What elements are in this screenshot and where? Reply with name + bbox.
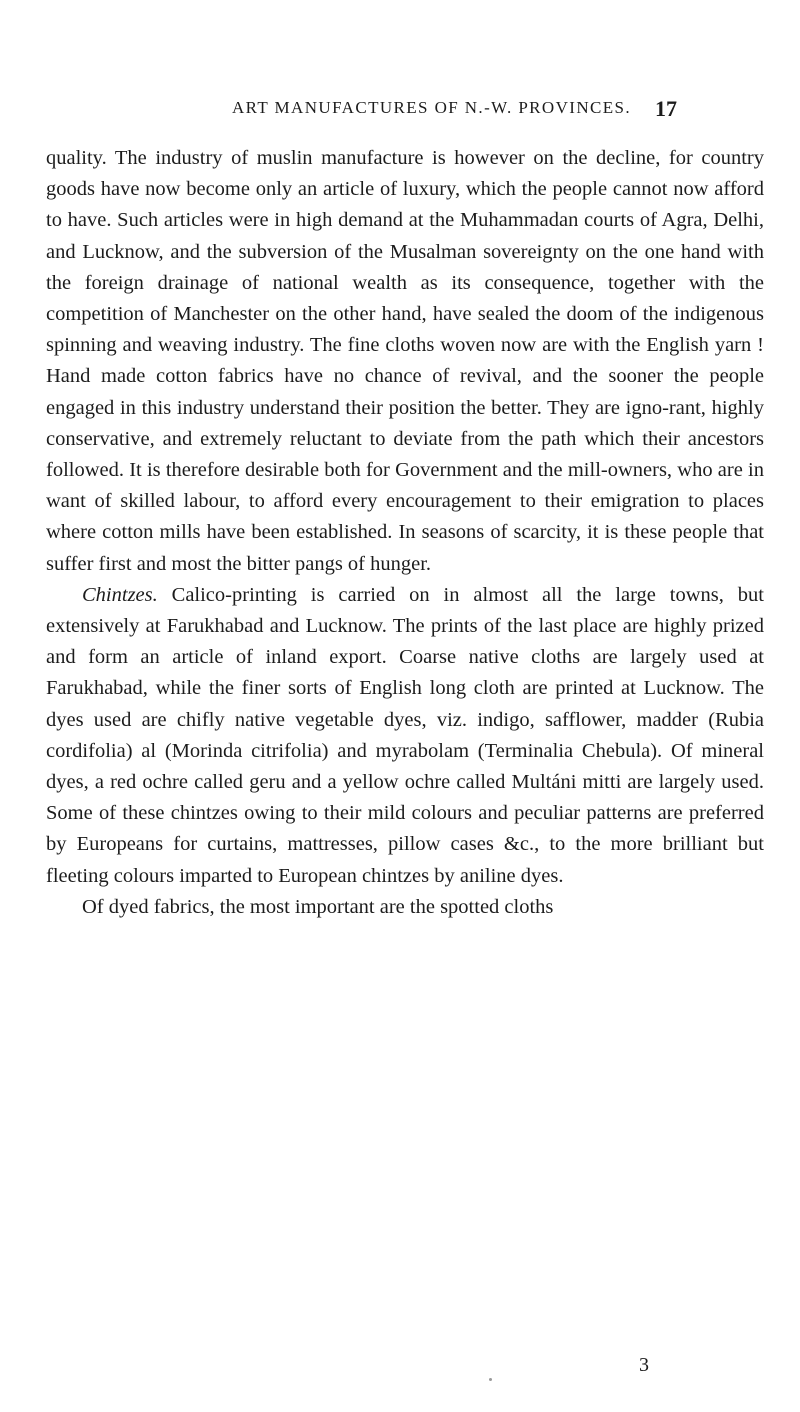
running-title: ART MANUFACTURES OF N.-W. PROVINCES. — [232, 98, 632, 117]
signature-mark — [0, 1354, 800, 1377]
paper-speck — [489, 1378, 492, 1381]
paragraph-chintzes — [46, 580, 764, 892]
paragraph-text: quality. The industry of muslin manufacture is however on the decline, for country goods have now become only an article of luxury, which the people cannot now afford to have. Such articles were in high demand at the Muhammadan courts of Agra, Delhi, and Lucknow, and the subversion of the Musalman sovereignty on the one hand with the foreign drainage of national wealth as its consequence, together with the competition of Manchester on the other hand, have sealed the doom of the indigenous spinning and weaving industry. The fine cloths woven now are with the English yarn ! Hand made cotton fabrics have no chance of revival, and the sooner the people engaged in this industry understand their position the better. They are igno-rant, highly conservative, and extremely reluctant to deviate from the path which their ancestors followed. It is therefore desirable both for Government and the mill-owners, who are in want of skilled labour, to afford every encouragement to their emigration to places where cotton mills have been established. In seasons of scarcity, it is these people that suffer first and most the bitter pangs of hunger. — [46, 147, 764, 575]
paragraph-muslin — [46, 143, 764, 580]
signature-number: 3 — [639, 1354, 649, 1376]
paragraph-text: Calico-printing is carried on in almost all the large towns, but extensively at Farukhabad and Lucknow. The prints of the last place are highly prized and form an article of inland export. Coarse native cloths are largely used at Farukhabad, while the finer sorts of English long cloth are printed at Lucknow. The dyes used are chifly native vegetable dyes, viz. indigo, safflower, madder (Rubia cordifolia) al (Morinda citrifolia) and myrabolam (Terminalia Chebula). Of mineral dyes, a red ochre called geru and a yellow ochre called Multáni mitti are largely used. Some of these chintzes owing to their mild colours and peculiar patterns are preferred by Europeans for curtains, mattresses, pillow cases &c., to the more brilliant but fleeting colours imparted to European chintzes by aniline dyes. — [46, 583, 764, 887]
paragraph-label-chintzes: Chintzes. — [82, 583, 158, 606]
page-number: 17 — [655, 96, 677, 121]
page-header — [0, 98, 800, 128]
body-text — [46, 143, 764, 923]
paragraph-dyed-fabrics — [46, 892, 764, 923]
paragraph-text: Of dyed fabrics, the most important are the spotted cloths — [82, 895, 554, 918]
